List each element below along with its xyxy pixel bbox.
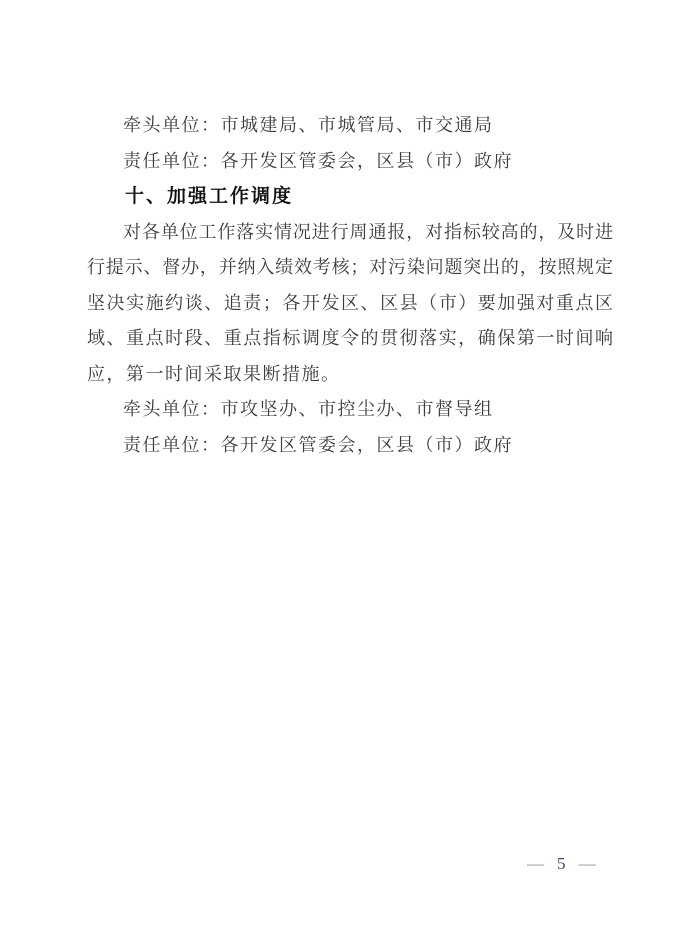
document-body [87, 108, 613, 463]
responsible-unit-line-1: 责任单位：各开发区管委会，区县（市）政府 [123, 150, 513, 171]
responsible-unit-line-2: 责任单位：各开发区管委会，区县（市）政府 [123, 434, 513, 455]
lead-unit-line-1: 牵头单位：市城建局、市城管局、市交通局 [123, 115, 494, 135]
footer-dash-right: — [578, 854, 596, 873]
page-footer [527, 854, 596, 874]
footer-dash-left: — [527, 854, 544, 873]
paragraph-line-1: 对各单位工作落实情况进行周通报，对指标较高的，及时进 [123, 221, 613, 242]
lead-unit-line-2: 牵头单位：市攻坚办、市控尘办、市督导组 [123, 399, 494, 419]
paragraph-line-3: 坚决实施约谈、追责；各开发区、区县（市）要加强对重点区 [87, 292, 613, 313]
paragraph-line-2: 行提示、督办，并纳入绩效考核；对污染问题突出的，按照规定 [87, 257, 613, 277]
section-10-heading: 十、加强工作调度 [125, 186, 294, 207]
paragraph-line-5: 应，第一时间采取果断措施。 [87, 363, 341, 384]
page-number: 5 [557, 854, 566, 873]
paragraph-line-4: 域、重点时段、重点指标调度令的贯彻落实，确保第一时间响 [87, 328, 613, 348]
